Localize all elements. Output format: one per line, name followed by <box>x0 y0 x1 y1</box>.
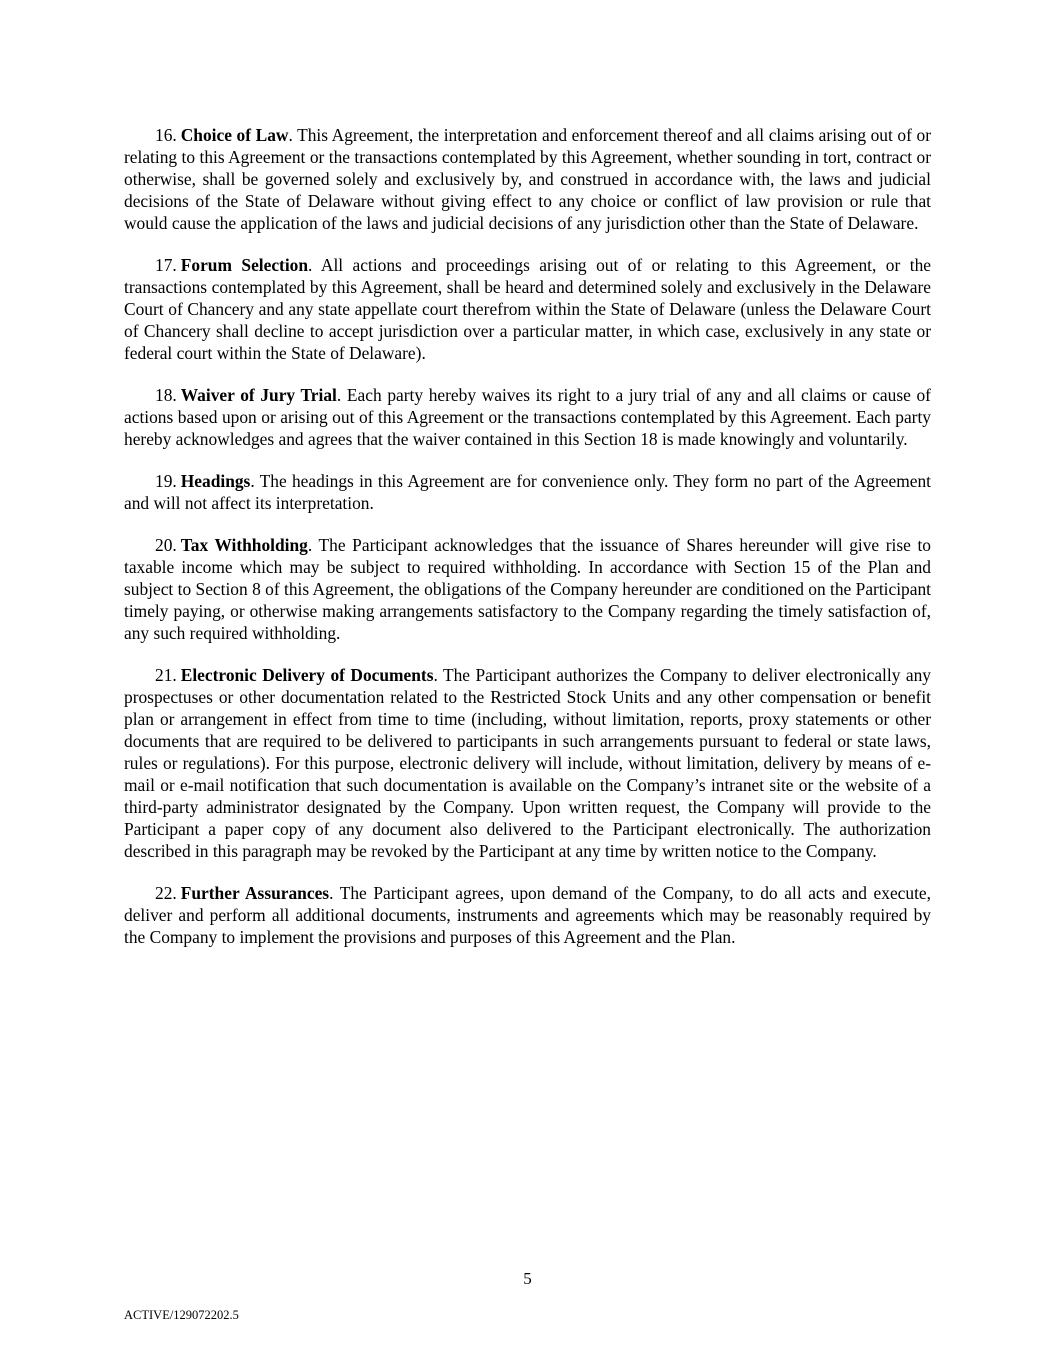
section-heading: Waiver of Jury Trial <box>180 385 337 405</box>
section-heading: Choice of Law <box>180 125 289 145</box>
section-heading: Electronic Delivery of Documents <box>180 665 434 685</box>
page-number: 5 <box>523 1269 532 1288</box>
section-heading: Headings <box>180 471 251 491</box>
section-number: 20. <box>155 535 177 555</box>
section-18 <box>124 384 931 450</box>
section-19 <box>124 470 931 514</box>
section-text: . The headings in this Agreement are for convenience only. They form no part of the Agreement and will not affect its interpretation. <box>124 471 931 513</box>
section-heading: Tax Withholding <box>180 535 308 555</box>
section-text: . All actions and proceedings arising out of or relating to this Agreement, or the transactions contemplated by this Agreement, shall be heard and determined solely and exclusively in the Delaware Court of Chancery and any state appellate court therefrom within the State of Delaware (unless the Delaware Court of Chancery shall decline to accept jurisdiction over a particular matter, in which case, exclusively in any state or federal court within the State of Delaware). <box>124 255 931 363</box>
section-heading: Further Assurances <box>180 883 330 903</box>
section-number: 17. <box>155 255 177 275</box>
section-20 <box>124 534 931 644</box>
document-id: ACTIVE/129072202.5 <box>124 1308 239 1322</box>
section-text: . Each party hereby waives its right to a jury trial of any and all claims or cause of actions based upon or arising out of this Agreement or the transactions contemplated by this Agreement. Each party hereby acknowledges and agrees that the waiver contained in this Section 18 is made knowingly and voluntarily. <box>124 385 931 449</box>
section-number: 16. <box>155 125 177 145</box>
document-body <box>124 124 931 968</box>
section-text: . The Participant acknowledges that the issuance of Shares hereunder will give rise to taxable income which may be subject to required withholding. In accordance with Section 15 of the Plan and subject to Section 8 of this Agreement, the obligations of the Company hereunder are conditioned on the Participant timely paying, or otherwise making arrangements satisfactory to the Company regarding the timely satisfaction of, any such required withholding. <box>124 535 931 643</box>
section-number: 18. <box>155 385 177 405</box>
section-17 <box>124 254 931 364</box>
section-text: . This Agreement, the interpretation and enforcement thereof and all claims arising out of or relating to this Agreement or the transactions contemplated by this Agreement, whether sounding in tort, contract or otherwise, shall be governed solely and exclusively by, and construed in accordance with, the laws and judicial decisions of the State of Delaware without giving effect to any choice or conflict of law provision or rule that would cause the application of the laws and judicial decisions of any jurisdiction other than the State of Delaware. <box>124 125 931 233</box>
section-22 <box>124 882 931 948</box>
section-16 <box>124 124 931 234</box>
section-21 <box>124 664 931 862</box>
section-text: . The Participant authorizes the Company to deliver electronically any prospectuses or other documentation related to the Restricted Stock Units and any other compensation or benefit plan or arrangement in effect from time to time (including, without limitation, reports, proxy statements or other documents that are required to be delivered to participants in such arrangements pursuant to federal or state laws, rules or regulations). For this purpose, electronic delivery will include, without limitation, delivery by means of e-mail or e-mail notification that such documentation is available on the Company’s intranet site or the website of a third-party administrator designated by the Company. Upon written request, the Company will provide to the Participant a paper copy of any document also delivered to the Participant electronically. The authorization described in this paragraph may be revoked by the Participant at any time by written notice to the Company. <box>124 665 931 861</box>
section-number: 21. <box>155 665 177 685</box>
section-heading: Forum Selection <box>180 255 309 275</box>
section-text: . The Participant agrees, upon demand of the Company, to do all acts and execute, deliver and perform all additional documents, instruments and agreements which may be reasonably required by the Company to implement the provisions and purposes of this Agreement and the Plan. <box>124 883 931 947</box>
section-number: 22. <box>155 883 177 903</box>
section-number: 19. <box>155 471 177 491</box>
